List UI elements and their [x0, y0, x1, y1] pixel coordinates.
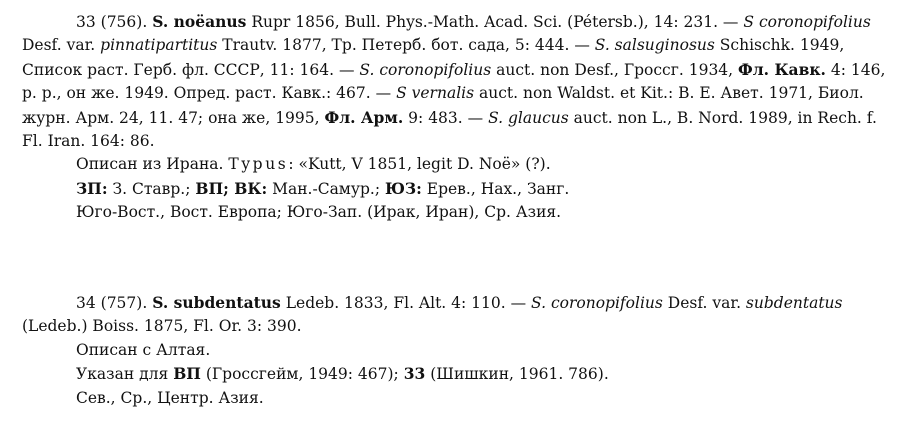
text-run: Ман.-Самур.; — [267, 179, 385, 198]
text-run: ВП; ВК: — [195, 178, 268, 198]
text-run: vernalis — [411, 84, 475, 103]
text-run: auct. non Desf., Гроссг. 1934, — [491, 60, 739, 79]
text-run: 34 (757). — [76, 294, 153, 312]
text-run: Описан с Алтая. — [76, 340, 211, 359]
text-run: 33 (756). — [76, 13, 153, 31]
entry-34-records — [22, 362, 888, 386]
text-run: Desf. var. — [22, 36, 101, 55]
text-run: coronopifolius — [758, 13, 871, 31]
text-run: subdentatus — [745, 294, 843, 312]
text-run: S. subdentatus — [152, 293, 281, 312]
text-run: Ерев., Нах., Занг. — [421, 179, 570, 198]
text-run: S. salsuginosus — [594, 36, 715, 55]
text-run: Юго-Вост., Вост. Европа; Юго-Зап. (Ирак, Иран), Ср. Азия. — [76, 203, 562, 222]
entry-33-synonymy — [22, 10, 888, 153]
text-run: S — [396, 84, 407, 103]
text-run: ЗП: — [76, 178, 108, 198]
entry-34-general-distribution — [22, 387, 888, 410]
text-run: (Гроссгейм, 1949: 467); — [200, 365, 404, 384]
text-run: Фл. Арм. — [324, 107, 404, 127]
text-run: S. noëanus — [152, 12, 247, 31]
text-run: З. Ставр.; — [107, 179, 196, 198]
text-run: S. coronopifolius — [359, 60, 492, 79]
text-run: Ledeb. 1833, Fl. Alt. 4: 110. — — [280, 294, 532, 312]
text-run: ВП — [173, 364, 201, 384]
text-run: S. glaucus — [488, 108, 569, 127]
text-run: 4: 146, p. p., он же. 1949. Опред. раст. Кавк.: 467. — — [22, 60, 886, 103]
text-run: Описан из Ирана. — [76, 155, 229, 174]
text-run: (Ledeb.) Boiss. 1875, Fl. Or. 3: 390. — [22, 317, 302, 336]
entry-33-general-distribution — [22, 201, 888, 224]
text-run: Desf. var. — [662, 294, 746, 312]
text-run: auct. non Waldst. et Kit.: В. Е. Авет. 1971, Биол. журн. Арм. 24, 11. 47; она же, 1995, — [22, 84, 864, 127]
text-run: 33 — [403, 364, 426, 384]
text-run: Сев., Ср., Центр. Азия. — [76, 388, 264, 407]
entry-33-type-locality — [22, 153, 888, 176]
text-run: : «Kutt, V 1851, legit D. Noë» (?). — [288, 155, 551, 174]
text-run: S — [743, 13, 754, 31]
entry-34-synonymy — [22, 291, 888, 339]
text-run: 9: 483. — — [403, 108, 489, 127]
text-run: Указан для — [76, 365, 174, 384]
text-run: (Шишкин, 1961. 786). — [425, 365, 609, 384]
text-run: auct. non L., B. Nord. 1989, in Rech. f. Fl. Iran. 164: 86. — [22, 108, 877, 151]
text-run: Rupr 1856, Bull. Phys.-Math. Acad. Sci. (Pétersb.), 14: 231. — — [246, 13, 744, 31]
species-entry-33 — [22, 10, 888, 225]
text-run: S. coronopifolius — [531, 294, 663, 312]
text-run: pinnatipartitus — [100, 36, 218, 55]
text-run: ЮЗ: — [384, 178, 422, 198]
text-run: Trautv. 1877, Тр. Петерб. бот. сада, 5: 444. — — [217, 36, 595, 55]
text-run: Schischk. 1949, Список раст. Герб. фл. СССР, 11: 164. — — [22, 36, 845, 79]
entry-34-type-locality — [22, 339, 888, 362]
species-entry-34 — [22, 291, 888, 410]
entry-33-caucasus-regions — [22, 177, 888, 201]
text-run: Фл. Кавк. — [738, 59, 826, 79]
text-run: Typus — [228, 155, 289, 174]
